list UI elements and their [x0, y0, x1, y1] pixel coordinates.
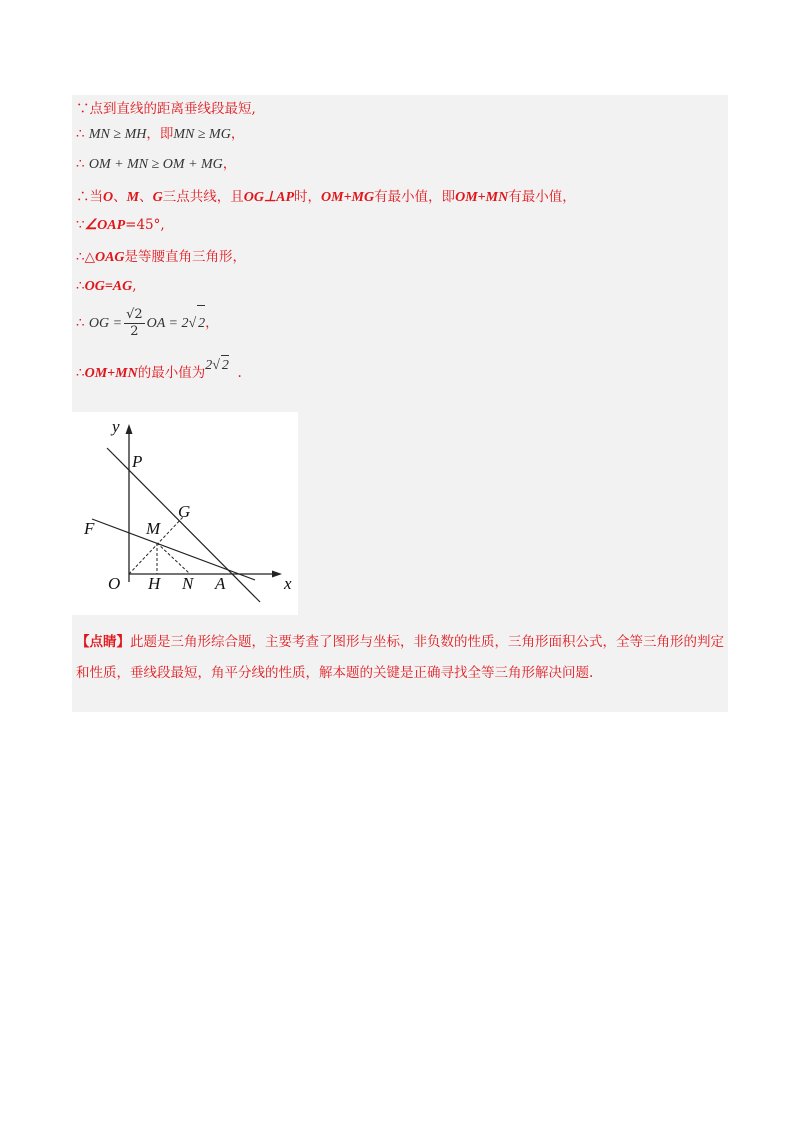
text: 有最小值， [508, 189, 576, 205]
comment-text: 此题是三角形综合题，主要考查了图形与坐标，非负数的性质，三角形面积公式，全等三角形的判定和性质，垂线段最短，角平分线的性质，解本题的关键是正确寻找全等三角形解决问题. [76, 634, 724, 681]
text: 三点共线，且 [162, 189, 244, 205]
text: 时， [294, 189, 322, 205]
line-6 [76, 247, 246, 268]
var-om-mn: OM+MN [455, 190, 509, 205]
therefore-symbol: ∴ [76, 315, 85, 331]
math-oa-eq: OA = 2 [146, 316, 189, 331]
line-7 [76, 276, 137, 297]
fraction [124, 307, 145, 340]
therefore-triangle-symbol: ∴△ [76, 249, 95, 265]
line-5 [76, 215, 165, 236]
comma: ， [222, 156, 237, 172]
label-f: F [84, 519, 95, 538]
line-2 [76, 124, 244, 145]
geometry-figure [72, 412, 298, 615]
label-x: x [284, 574, 292, 593]
solution-panel [72, 95, 728, 712]
text: , [132, 278, 137, 294]
label-g: G [178, 502, 191, 521]
coefficient: 2 [205, 358, 213, 373]
geometry-svg [72, 412, 298, 615]
line-3 [76, 154, 236, 175]
label-y: y [112, 417, 120, 436]
text: 有最小值，即 [374, 189, 456, 205]
math-mn-ge-mh: MN ≥ MH [88, 127, 147, 142]
line-9 [76, 358, 242, 384]
comment-tag: 【点睛】 [76, 634, 130, 650]
therefore-symbol: ∴ [76, 365, 85, 381]
period: . [237, 365, 242, 381]
comma: ， [205, 315, 219, 331]
math-mn-ge-mg: MN ≥ MG [173, 127, 231, 142]
math-om-mn: OM + MN ≥ OM + MG [88, 157, 223, 172]
line-1 [76, 99, 256, 119]
var-og-perp-ap: OG⊥AP [243, 190, 295, 205]
var-om-mn: OM+MN [84, 366, 138, 381]
therefore-symbol: ∴ [76, 126, 85, 142]
var-angle-oap: ∠OAP [84, 218, 126, 233]
x-arrow-icon [272, 571, 282, 578]
math-og-eq: OG = [88, 316, 123, 331]
sqrt-radicand: 2 [221, 355, 229, 376]
var-og-eq-ag: OG=AG [84, 279, 133, 294]
comment-paragraph [76, 627, 724, 689]
therefore-symbol: ∴ [76, 278, 85, 294]
var-oag: OAG [94, 250, 125, 265]
because-symbol: ∵ [76, 217, 85, 233]
line-fa [92, 519, 255, 580]
line-1-text: ∵点到直线的距离垂线段最短, [76, 101, 256, 117]
sqrt-radicand: 2 [197, 305, 205, 342]
line-8: ∴ OG = $\frac{√2}{2}$ OA = 2√ 2， [76, 305, 219, 342]
var-o: O [103, 190, 114, 205]
text: =45°, [125, 217, 165, 233]
text-ji: ，即 [146, 126, 174, 142]
text: 、 [139, 189, 153, 205]
label-p: P [132, 452, 143, 471]
label-m: M [146, 519, 161, 538]
line-4 [76, 187, 576, 208]
fraction-denominator: 2 [130, 324, 139, 339]
therefore-symbol: ∴ [76, 189, 90, 205]
text: 是等腰直角三角形， [124, 249, 247, 265]
label-n: N [182, 574, 194, 593]
text: 、 [113, 189, 127, 205]
text: 当 [89, 189, 103, 205]
dashed-mn [157, 543, 190, 574]
var-om-mg: OM+MG [321, 190, 375, 205]
var-m: M [126, 190, 140, 205]
min-value: 2√ 2 [205, 358, 229, 373]
fraction-numerator: √2 [126, 307, 143, 322]
therefore-symbol: ∴ [76, 156, 85, 172]
text: 的最小值为 [137, 365, 206, 381]
label-a: A [215, 574, 226, 593]
comma: ， [230, 126, 245, 142]
label-o: O [108, 574, 121, 593]
y-arrow-icon [126, 424, 133, 434]
label-h: H [148, 574, 161, 593]
var-g: G [152, 190, 163, 205]
